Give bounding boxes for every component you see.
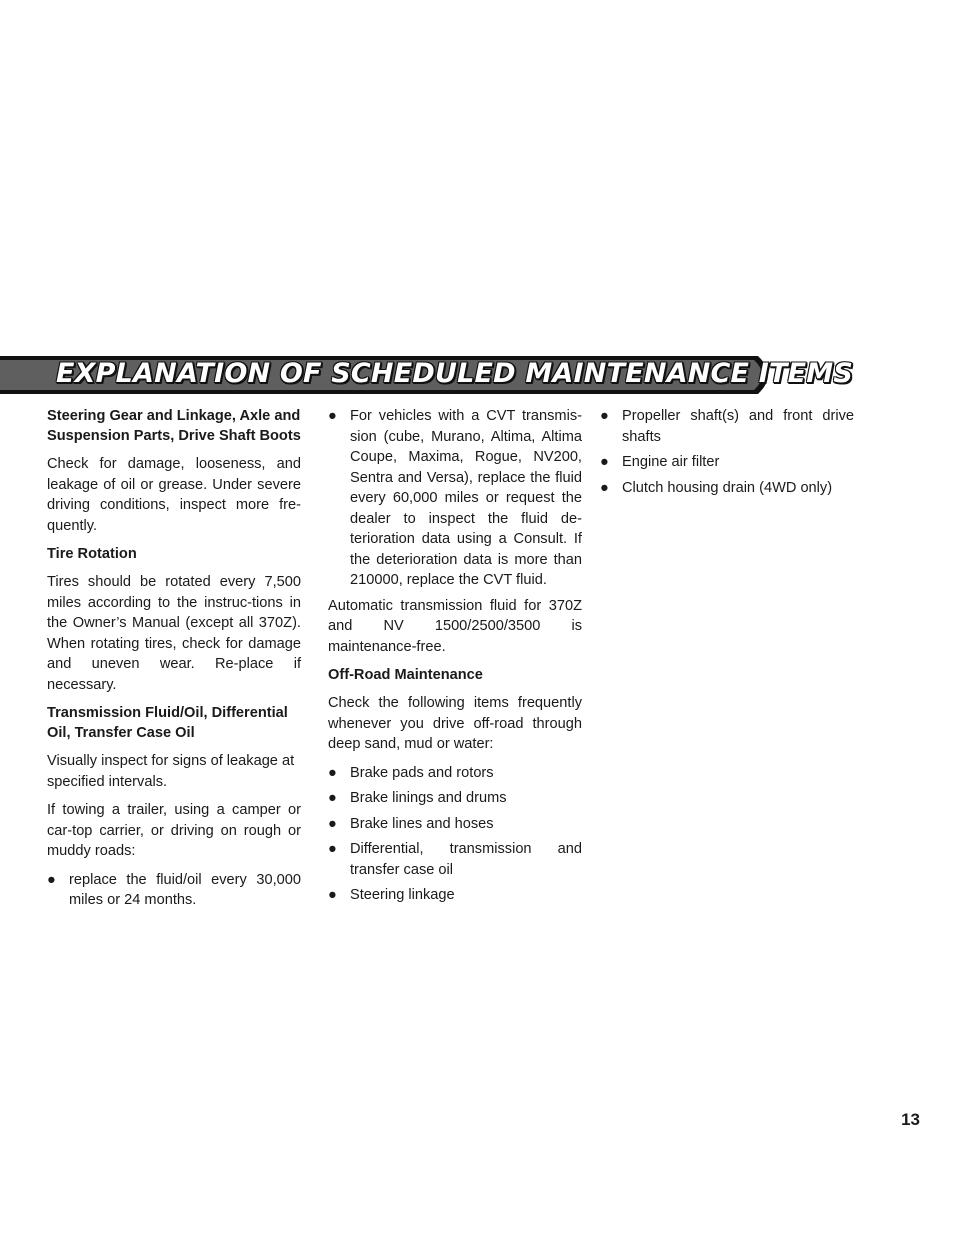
heading-steering-gear: Steering Gear and Linkage, Axle and Suspension Parts, Drive Shaft Boots	[47, 408, 301, 444]
list-item-text: Steering linkage	[350, 887, 455, 903]
list-item-text: Clutch housing drain (4WD only)	[622, 479, 833, 496]
paragraph-atf: Automatic transmission fluid for 370Z and NV 1500/2500/3500 is maintenance-free.	[328, 597, 582, 655]
list-item	[328, 885, 582, 906]
bullet-icon: ●	[328, 790, 337, 806]
list-item	[328, 788, 582, 809]
bullet-icon: ●	[328, 815, 337, 832]
bullet-icon: ●	[328, 764, 337, 781]
bullet-icon: ●	[328, 408, 337, 424]
list-item	[328, 763, 582, 784]
list-item	[328, 406, 582, 591]
list-item	[328, 839, 582, 880]
paragraph-leakage: Visually inspect for signs of leakage at specified intervals.	[47, 753, 295, 790]
bullet-icon: ●	[328, 887, 337, 903]
bullet-icon: ●	[47, 871, 56, 888]
heading-tire-rotation: Tire Rotation	[47, 546, 137, 562]
list-item-text: Engine air filter	[622, 454, 720, 470]
list-item-text: replace the fluid/oil every 30,000 miles or 24 months.	[69, 871, 301, 908]
bullet-icon: ●	[600, 479, 609, 496]
list-item	[600, 406, 854, 447]
bullet-icon: ●	[328, 841, 337, 857]
heading-transmission-fluid: Transmission Fluid/Oil, Differential Oil, Transfer Case Oil	[47, 705, 288, 741]
list-item-text: Differential, transmission and transfer case oil	[350, 841, 582, 878]
paragraph-towing: If towing a trailer, using a camper or car-top carrier, or driving on rough or muddy roads:	[47, 802, 301, 859]
bullet-icon: ●	[600, 454, 609, 470]
page-number: 13	[901, 1110, 920, 1129]
list-item	[328, 814, 582, 835]
column-1	[47, 406, 301, 916]
paragraph-steering-check: Check for damage, looseness, and leakage of oil or grease. Under severe driving conditions, inspect more fre-quently.	[47, 456, 301, 534]
list-item	[47, 870, 301, 911]
paragraph-tire-rotation: Tires should be rotated every 7,500 miles according to the instruc-tions in the Owner’s Manual (except all 370Z). When rotating tires, check for damage and uneven wear. Re-place if necessary.	[47, 574, 301, 693]
section-title: EXPLANATION OF SCHEDULED MAINTENANCE ITEMS	[56, 358, 854, 389]
list-item-text: For vehicles with a CVT transmis-sion (cube, Murano, Altima, Altima Coupe, Maxima, Rogue, NV200, Sentra and Versa), replace the fluid every 60,000 miles or request the dealer to inspect the fluid de-terioration data using a Consult. If the deterioration data is more than 210000, replace the CVT fluid.	[350, 408, 582, 588]
list-item-text: Brake pads and rotors	[350, 764, 494, 781]
list-item-text: Brake lines and hoses	[350, 815, 494, 832]
list-item	[600, 452, 854, 473]
column-2	[328, 406, 582, 911]
column-3	[600, 406, 854, 503]
paragraph-off-road: Check the following items frequently whenever you drive off-road through deep sand, mud or water:	[328, 695, 582, 752]
list-item	[600, 478, 854, 499]
section-banner	[0, 352, 854, 398]
list-item-text: Propeller shaft(s) and front drive shafts	[622, 408, 854, 445]
bullet-icon: ●	[600, 408, 609, 424]
list-item-text: Brake linings and drums	[350, 790, 507, 806]
heading-off-road: Off-Road Maintenance	[328, 667, 483, 683]
